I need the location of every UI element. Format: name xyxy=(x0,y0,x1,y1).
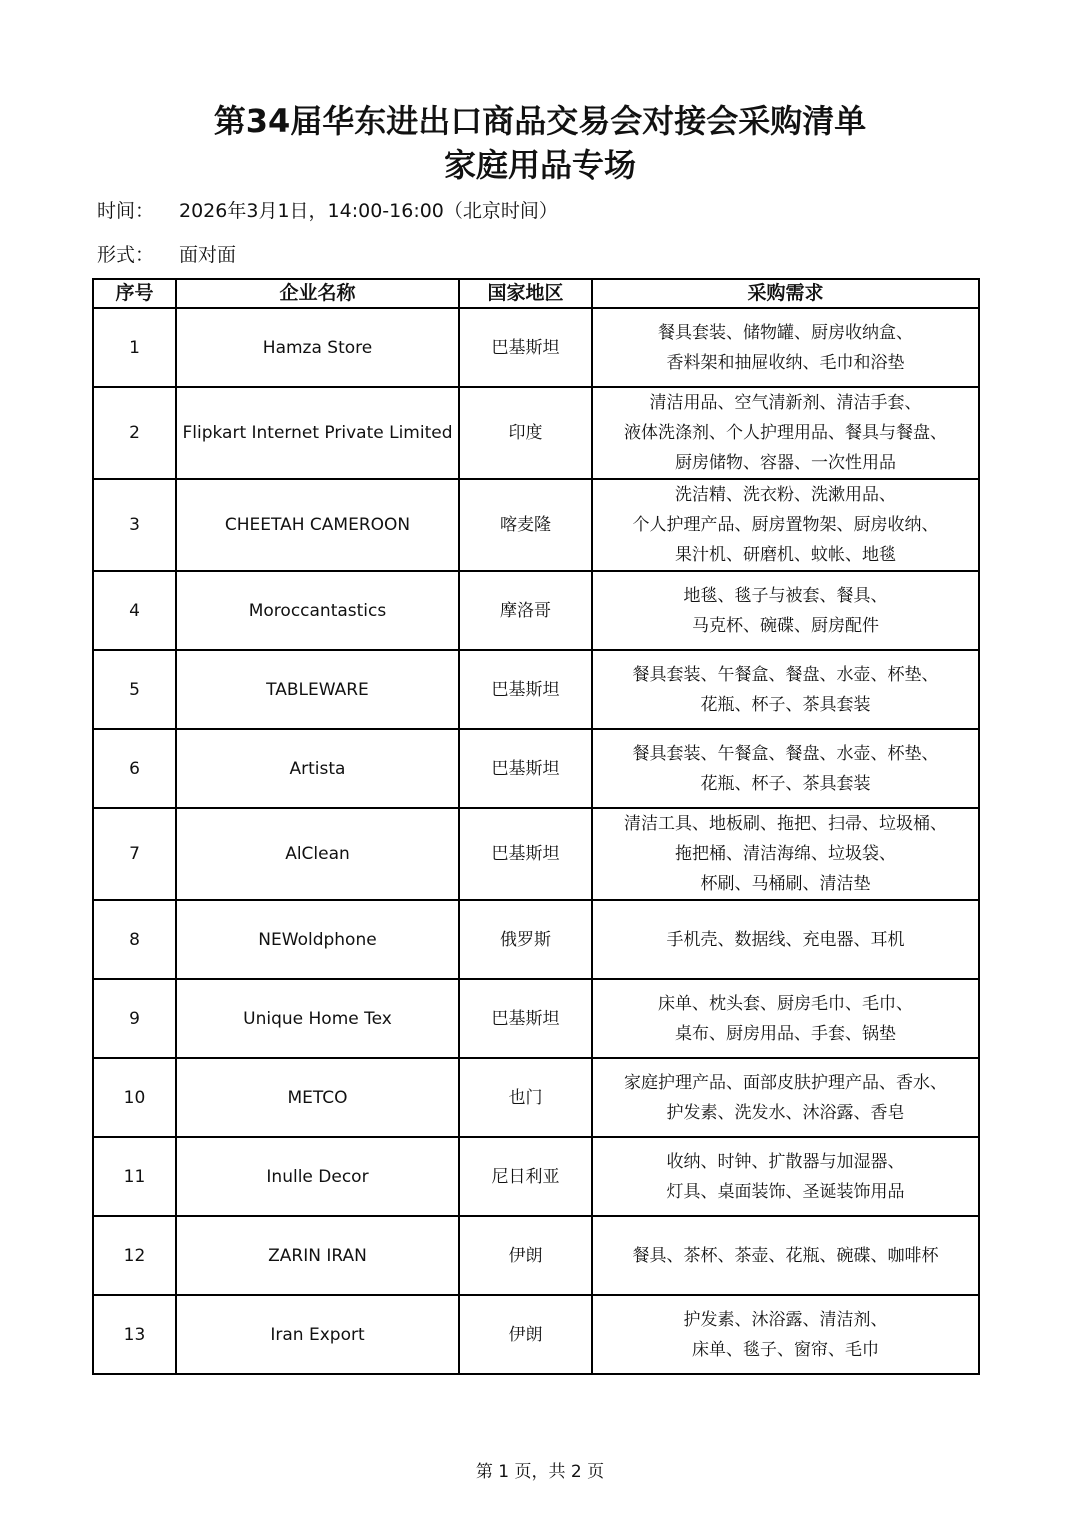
time-line xyxy=(97,197,558,225)
cell-needs xyxy=(592,808,979,900)
needs-line: 香料架和抽屉收纳、毛巾和浴垫 xyxy=(666,352,905,373)
needs-line: 收纳、时钟、扩散器与加湿器、 xyxy=(666,1151,905,1172)
cell-country: 摩洛哥 xyxy=(459,571,592,650)
cell-country: 巴基斯坦 xyxy=(459,308,592,387)
table-row xyxy=(93,387,979,479)
cell-no: 11 xyxy=(93,1137,176,1216)
cell-no: 2 xyxy=(93,387,176,479)
header-country: 国家地区 xyxy=(459,279,592,308)
cell-company: Inulle Decor xyxy=(176,1137,459,1216)
cell-country: 巴基斯坦 xyxy=(459,979,592,1058)
cell-company: Artista xyxy=(176,729,459,808)
needs-line: 桌布、厨房用品、手套、锅垫 xyxy=(675,1023,896,1044)
procurement-table xyxy=(92,278,980,1375)
needs-line: 清洁用品、空气清新剂、清洁手套、 xyxy=(649,393,922,413)
header-needs: 采购需求 xyxy=(592,279,979,308)
needs-line: 餐具套装、午餐盒、餐盘、水壶、杯垫、 xyxy=(632,664,939,685)
cell-no: 1 xyxy=(93,308,176,387)
cell-needs xyxy=(592,900,979,979)
table-row xyxy=(93,1058,979,1137)
time-label: 时间： xyxy=(97,200,155,222)
cell-needs xyxy=(592,571,979,650)
cell-needs xyxy=(592,387,979,479)
cell-country: 俄罗斯 xyxy=(459,900,592,979)
needs-line: 床单、毯子、窗帘、毛巾 xyxy=(692,1339,879,1360)
cell-needs xyxy=(592,1216,979,1295)
needs-line: 个人护理产品、厨房置物架、厨房收纳、 xyxy=(632,515,939,535)
cell-country: 巴基斯坦 xyxy=(459,808,592,900)
cell-company: CHEETAH CAMEROON xyxy=(176,479,459,571)
cell-company: Moroccantastics xyxy=(176,571,459,650)
cell-company: NEWoldphone xyxy=(176,900,459,979)
cell-company: Unique Home Tex xyxy=(176,979,459,1058)
cell-company: AlClean xyxy=(176,808,459,900)
time-value: 2026年3月1日，14:00-16:00（北京时间） xyxy=(179,200,558,222)
cell-country: 也门 xyxy=(459,1058,592,1137)
cell-no: 7 xyxy=(93,808,176,900)
needs-line: 护发素、沐浴露、清洁剂、 xyxy=(683,1309,888,1330)
table-row xyxy=(93,571,979,650)
table-row xyxy=(93,979,979,1058)
cell-company: ZARIN IRAN xyxy=(176,1216,459,1295)
cell-company: Flipkart Internet Private Limited xyxy=(176,387,459,479)
needs-line: 餐具、茶杯、茶壶、花瓶、碗碟、咖啡杯 xyxy=(632,1245,939,1266)
needs-line: 拖把桶、清洁海绵、垃圾袋、 xyxy=(675,844,896,864)
table-row xyxy=(93,1295,979,1374)
page-footer: 第 1 页，共 2 页 xyxy=(475,1462,605,1482)
cell-country: 尼日利亚 xyxy=(459,1137,592,1216)
needs-line: 果汁机、研磨机、蚊帐、地毯 xyxy=(675,545,896,565)
cell-needs xyxy=(592,1058,979,1137)
cell-company: Iran Export xyxy=(176,1295,459,1374)
needs-line: 液体洗涤剂、个人护理用品、餐具与餐盘、 xyxy=(624,423,947,443)
table-row xyxy=(93,808,979,900)
header-company: 企业名称 xyxy=(176,279,459,308)
format-line xyxy=(97,241,236,269)
needs-line: 洗洁精、洗衣粉、洗漱用品、 xyxy=(675,485,896,505)
table-row xyxy=(93,650,979,729)
table-row xyxy=(93,479,979,571)
cell-country: 喀麦隆 xyxy=(459,479,592,571)
needs-line: 马克杯、碗碟、厨房配件 xyxy=(692,615,879,636)
needs-line: 家庭护理产品、面部皮肤护理产品、香水、 xyxy=(624,1072,947,1093)
cell-needs xyxy=(592,308,979,387)
cell-no: 10 xyxy=(93,1058,176,1137)
cell-needs xyxy=(592,1295,979,1374)
cell-no: 6 xyxy=(93,729,176,808)
needs-line: 地毯、毯子与被套、餐具、 xyxy=(683,585,888,606)
document-title: 第34届华东进出口商品交易会对接会采购清单 xyxy=(213,102,867,140)
needs-line: 护发素、洗发水、沐浴露、香皂 xyxy=(666,1102,905,1123)
cell-no: 3 xyxy=(93,479,176,571)
table-row xyxy=(93,308,979,387)
needs-line: 厨房储物、容器、一次性用品 xyxy=(675,453,896,473)
cell-no: 4 xyxy=(93,571,176,650)
cell-company: Hamza Store xyxy=(176,308,459,387)
cell-needs xyxy=(592,729,979,808)
table-row xyxy=(93,900,979,979)
needs-line: 花瓶、杯子、茶具套装 xyxy=(700,773,871,794)
needs-line: 餐具套装、午餐盒、餐盘、水壶、杯垫、 xyxy=(632,743,939,764)
cell-needs xyxy=(592,979,979,1058)
table-row xyxy=(93,1137,979,1216)
cell-country: 巴基斯坦 xyxy=(459,729,592,808)
table-row xyxy=(93,1216,979,1295)
needs-line: 清洁工具、地板刷、拖把、扫帚、垃圾桶、 xyxy=(624,814,947,834)
table-header-row xyxy=(93,279,979,308)
cell-company: METCO xyxy=(176,1058,459,1137)
needs-line: 手机壳、数据线、充电器、耳机 xyxy=(666,929,905,950)
header-no: 序号 xyxy=(93,279,176,308)
cell-needs xyxy=(592,479,979,571)
cell-no: 5 xyxy=(93,650,176,729)
table-row xyxy=(93,729,979,808)
cell-no: 9 xyxy=(93,979,176,1058)
cell-needs xyxy=(592,650,979,729)
needs-line: 杯刷、马桶刷、清洁垫 xyxy=(700,874,871,894)
needs-line: 床单、枕头套、厨房毛巾、毛巾、 xyxy=(658,993,913,1014)
format-label: 形式： xyxy=(97,244,155,266)
needs-line: 灯具、桌面装饰、圣诞装饰用品 xyxy=(666,1181,905,1202)
cell-no: 13 xyxy=(93,1295,176,1374)
cell-no: 12 xyxy=(93,1216,176,1295)
format-value: 面对面 xyxy=(179,244,237,266)
document-subtitle: 家庭用品专场 xyxy=(443,146,636,184)
cell-no: 8 xyxy=(93,900,176,979)
cell-needs xyxy=(592,1137,979,1216)
cell-country: 巴基斯坦 xyxy=(459,650,592,729)
needs-line: 花瓶、杯子、茶具套装 xyxy=(700,694,871,715)
needs-line: 餐具套装、储物罐、厨房收纳盒、 xyxy=(658,322,913,343)
cell-country: 伊朗 xyxy=(459,1216,592,1295)
cell-country: 伊朗 xyxy=(459,1295,592,1374)
cell-country: 印度 xyxy=(459,387,592,479)
table-body xyxy=(93,308,979,1374)
cell-company: TABLEWARE xyxy=(176,650,459,729)
